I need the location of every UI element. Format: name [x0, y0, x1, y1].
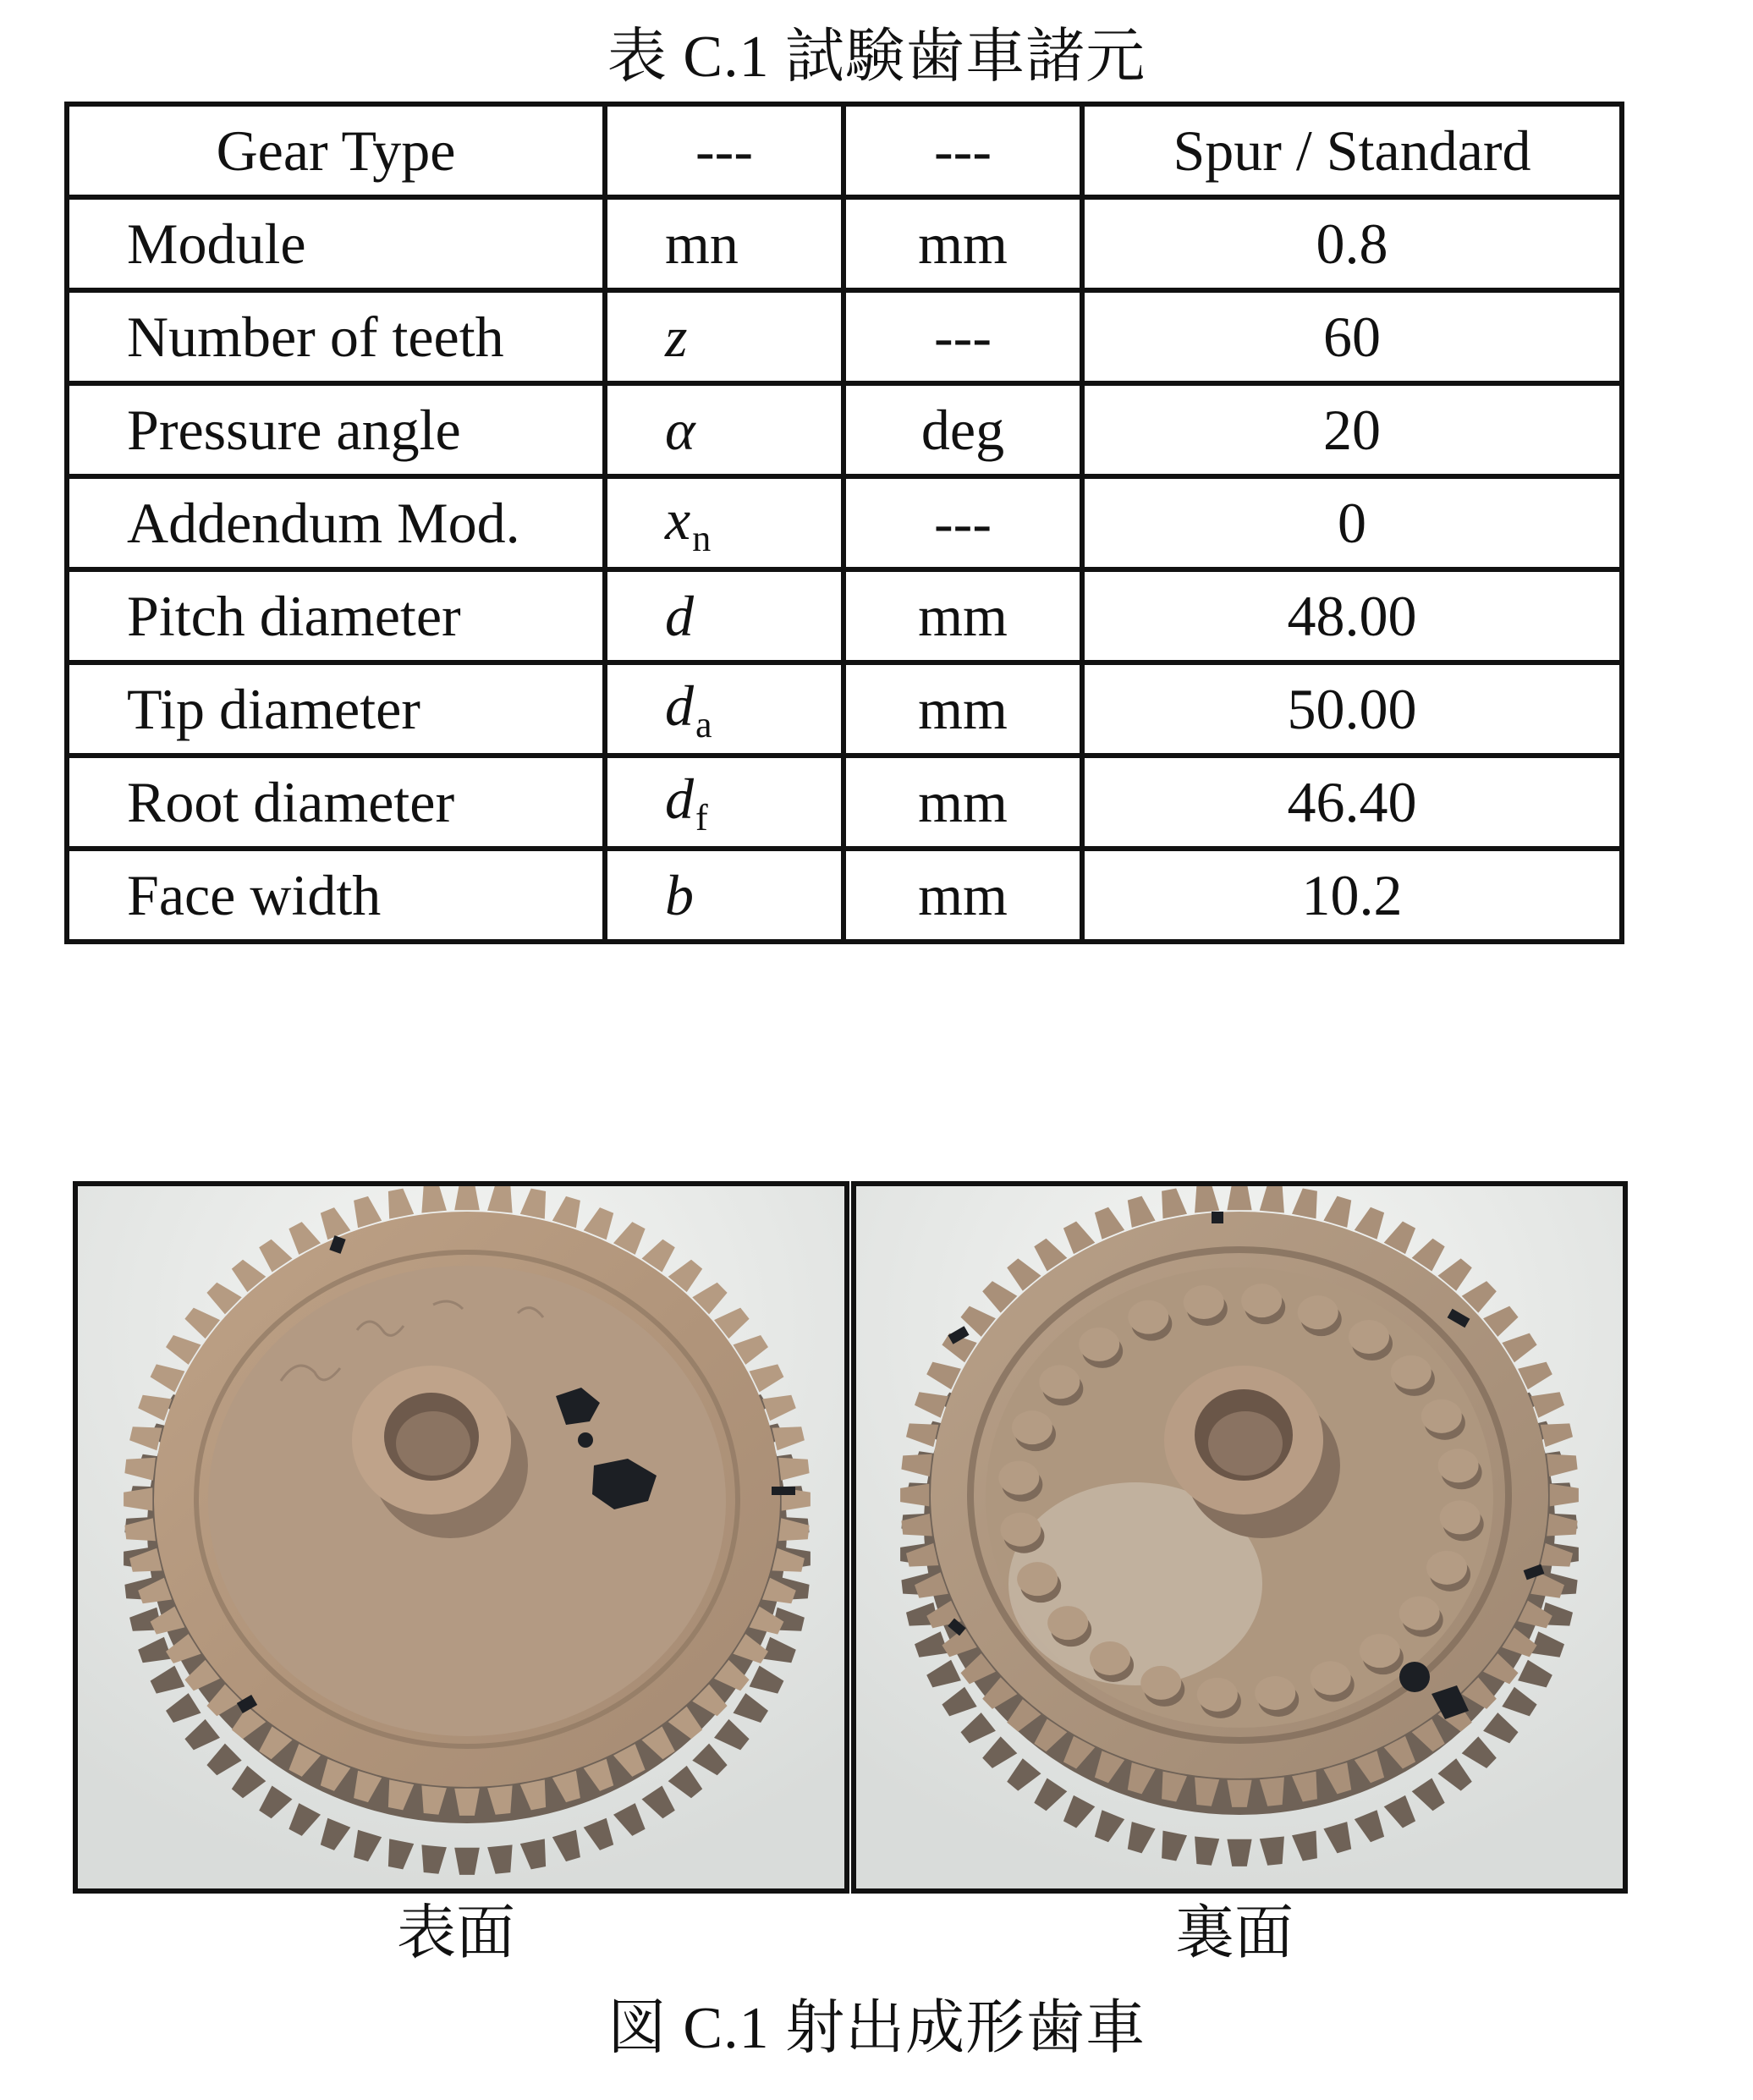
table-row — [67, 476, 1622, 569]
parameter-cell: Face width — [67, 849, 605, 942]
table-row — [67, 197, 1622, 290]
value-cell: 50.00 — [1082, 662, 1622, 756]
symbol-cell — [605, 476, 844, 569]
symbol-subscript: n — [692, 517, 712, 559]
unit-cell: mm — [844, 197, 1082, 290]
symbol-cell: α — [605, 383, 844, 476]
hub-bore-inner — [1208, 1411, 1283, 1476]
symbol-subscript: a — [695, 703, 712, 745]
gear-specifications-table — [64, 102, 1624, 944]
gear-back-illustration — [856, 1186, 1623, 1888]
parameter-cell: Pressure angle — [67, 383, 605, 476]
table-row — [67, 383, 1622, 476]
symbol-cell — [605, 662, 844, 756]
unit-cell: --- — [844, 290, 1082, 383]
gear-photo-front — [73, 1181, 849, 1894]
value-cell: 48.00 — [1082, 569, 1622, 662]
value-cell: 0.8 — [1082, 197, 1622, 290]
figure-caption: 図 C.1 射出成形歯車 — [607, 1996, 1146, 2061]
unit-cell: mm — [844, 849, 1082, 942]
gear-photo-back — [851, 1181, 1628, 1894]
parameter-cell: Gear Type — [67, 104, 605, 197]
value-cell: Spur / Standard — [1082, 104, 1622, 197]
parameter-cell: Tip diameter — [67, 662, 605, 756]
parameter-cell: Addendum Mod. — [67, 476, 605, 569]
unit-cell: mm — [844, 662, 1082, 756]
photo-label-back: 裏面 — [1175, 1901, 1294, 1966]
photo-label-front: 表面 — [397, 1901, 515, 1966]
parameter-cell: Root diameter — [67, 756, 605, 849]
parameter-cell: Number of teeth — [67, 290, 605, 383]
symbol-cell: b — [605, 849, 844, 942]
value-cell: 46.40 — [1082, 756, 1622, 849]
gear-front-illustration — [78, 1186, 844, 1888]
table-row — [67, 290, 1622, 383]
value-cell: 10.2 — [1082, 849, 1622, 942]
symbol-cell: --- — [605, 104, 844, 197]
table-row — [67, 569, 1622, 662]
unit-cell: mm — [844, 569, 1082, 662]
hub-bore-inner — [396, 1411, 470, 1476]
unit-cell: --- — [844, 104, 1082, 197]
symbol-subscript: f — [695, 796, 708, 838]
unit-cell: --- — [844, 476, 1082, 569]
value-cell: 0 — [1082, 476, 1622, 569]
unit-cell: mm — [844, 756, 1082, 849]
table-row — [67, 104, 1622, 197]
symbol-cell: z — [605, 290, 844, 383]
symbol-main: x — [665, 487, 691, 552]
symbol-cell — [605, 756, 844, 849]
table-caption: 表 C.1 試験歯車諸元 — [607, 25, 1146, 90]
value-cell: 20 — [1082, 383, 1622, 476]
table-row — [67, 756, 1622, 849]
table-row — [67, 662, 1622, 756]
parameter-cell: Pitch diameter — [67, 569, 605, 662]
symbol-cell: d — [605, 569, 844, 662]
symbol-main: d — [665, 766, 694, 831]
parameter-cell: Module — [67, 197, 605, 290]
symbol-cell: mn — [605, 197, 844, 290]
symbol-main: d — [665, 673, 694, 738]
value-cell: 60 — [1082, 290, 1622, 383]
table-row — [67, 849, 1622, 942]
unit-cell: deg — [844, 383, 1082, 476]
